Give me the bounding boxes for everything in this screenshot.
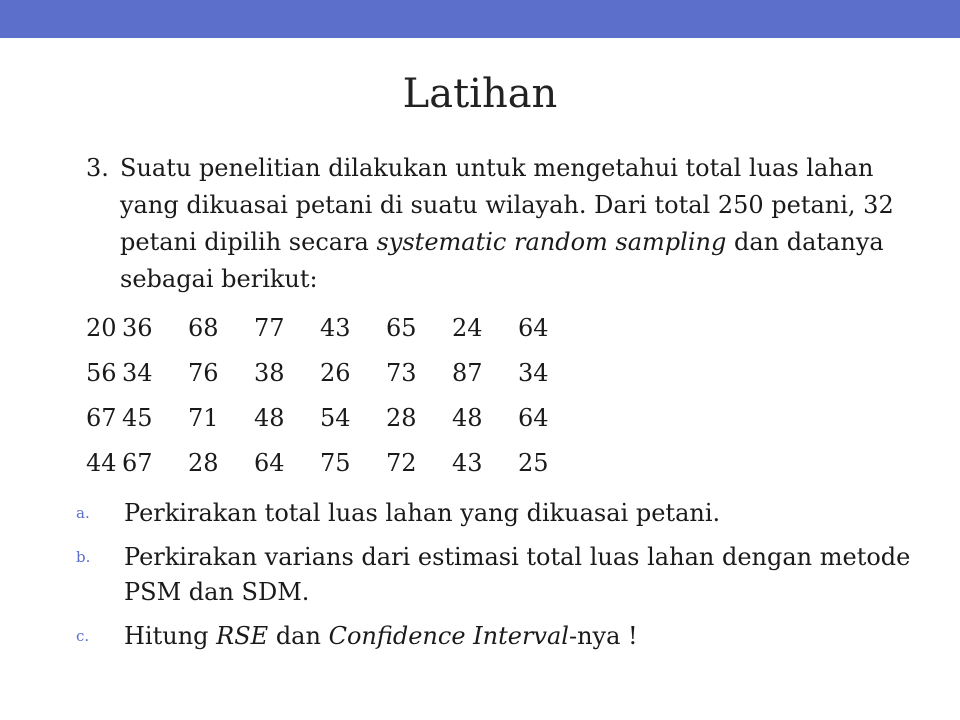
data-cell: 54	[320, 404, 351, 432]
data-cell: 65	[386, 314, 417, 342]
data-cell: 28	[386, 404, 417, 432]
sub-question-text: Perkirakan varians dari estimasi total luas lahan dengan metode PSM dan SDM.	[124, 543, 911, 606]
problem-text: Suatu penelitian dilakukan untuk mengetahui total luas lahan yang dikuasai petani di suatu wilayah. Dari total 250 petani, 32 petani dipilih secara systematic random sampling dan datanya sebagai berikut:	[120, 154, 894, 293]
data-cell: 64	[518, 314, 549, 342]
data-cell: 76	[188, 359, 219, 387]
data-cell: 67	[122, 449, 153, 477]
problem-number: 3.	[86, 154, 109, 182]
sub-questions	[76, 496, 926, 663]
problem-italic-term: systematic random sampling	[376, 228, 727, 256]
data-row	[86, 400, 584, 445]
data-cell: 48	[452, 404, 483, 432]
slide-title: Latihan	[402, 71, 558, 117]
data-row	[86, 355, 584, 400]
data-cell: 28	[188, 449, 219, 477]
data-cell: 56	[86, 359, 117, 387]
data-cell: 20	[86, 314, 117, 342]
sub-question-letter: b.	[76, 548, 91, 566]
sub-question-text: Perkirakan total luas lahan yang dikuasai petani.	[124, 499, 721, 527]
sub-question-text: Hitung RSE dan Confidence Interval-nya !	[124, 622, 638, 650]
sub-question-letter: a.	[76, 504, 90, 522]
top-accent-bar	[0, 0, 960, 38]
data-table	[86, 310, 584, 490]
data-cell: 38	[254, 359, 285, 387]
data-cell: 77	[254, 314, 285, 342]
data-cell: 72	[386, 449, 417, 477]
sub-question-c	[76, 619, 926, 654]
data-cell: 43	[320, 314, 351, 342]
data-cell: 43	[452, 449, 483, 477]
sub-question-a	[76, 496, 926, 531]
data-cell: 64	[254, 449, 285, 477]
data-cell: 34	[122, 359, 153, 387]
data-cell: 34	[518, 359, 549, 387]
data-cell: 44	[86, 449, 117, 477]
data-cell: 26	[320, 359, 351, 387]
data-cell: 73	[386, 359, 417, 387]
data-cell: 67	[86, 404, 117, 432]
data-cell: 87	[452, 359, 483, 387]
data-cell: 48	[254, 404, 285, 432]
data-cell: 24	[452, 314, 483, 342]
data-cell: 64	[518, 404, 549, 432]
data-cell: 71	[188, 404, 219, 432]
data-cell: 75	[320, 449, 351, 477]
sub-question-letter: c.	[76, 627, 90, 645]
problem-statement	[86, 150, 916, 298]
data-row	[86, 445, 584, 490]
data-row	[86, 310, 584, 355]
data-cell: 68	[188, 314, 219, 342]
data-cell: 25	[518, 449, 549, 477]
data-cell: 45	[122, 404, 153, 432]
data-cell: 36	[122, 314, 153, 342]
sub-question-b	[76, 540, 926, 610]
